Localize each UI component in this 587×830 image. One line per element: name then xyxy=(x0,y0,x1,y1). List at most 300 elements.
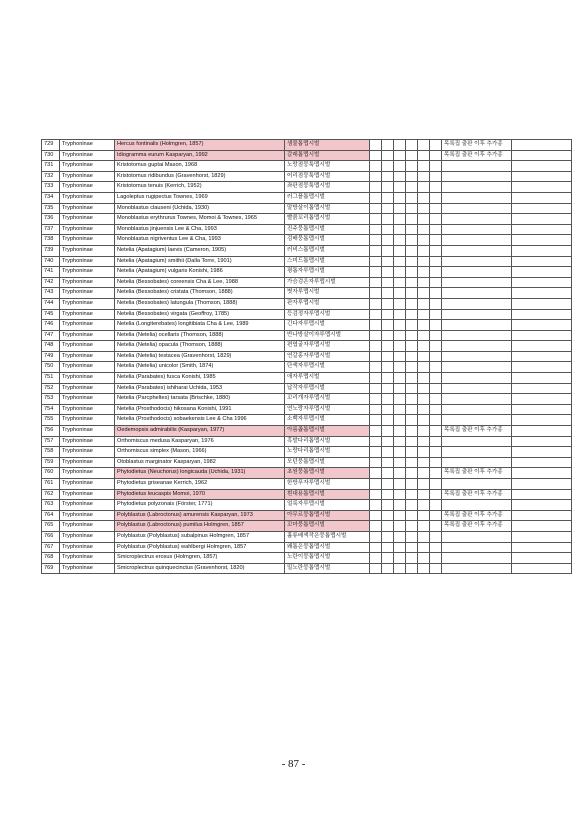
empty-cell xyxy=(406,298,418,309)
empty-cell xyxy=(512,267,572,278)
empty-cell xyxy=(370,288,382,299)
korean-name-cell: 진주뭉톱맵시벌 xyxy=(285,224,370,235)
table-row xyxy=(42,341,572,352)
row-number: 729 xyxy=(42,140,60,151)
row-number: 746 xyxy=(42,320,60,331)
empty-cell xyxy=(430,479,442,490)
empty-cell xyxy=(406,404,418,415)
species-name-cell: Orthomiscus medusa Kasparyan, 1976 xyxy=(115,436,285,447)
table-row xyxy=(42,224,572,235)
empty-cell xyxy=(394,182,406,193)
empty-cell xyxy=(382,426,394,437)
species-name-cell: Netelia (Bessobates) coreensis Cha & Lee, 1988 xyxy=(115,277,285,288)
empty-cell xyxy=(382,394,394,405)
korean-name-cell: 좌판점뭉툭맵시벌 xyxy=(285,182,370,193)
empty-cell xyxy=(512,479,572,490)
empty-cell xyxy=(406,330,418,341)
table-row xyxy=(42,383,572,394)
empty-cell xyxy=(512,447,572,458)
empty-cell xyxy=(394,373,406,384)
empty-cell xyxy=(430,277,442,288)
note-cell xyxy=(442,436,512,447)
empty-cell xyxy=(382,309,394,320)
empty-cell xyxy=(418,531,430,542)
species-name-cell: Netelia (Prosthodocis) hikosana Konishi, 1991 xyxy=(115,404,285,415)
row-number: 754 xyxy=(42,404,60,415)
species-name-cell: Phytodietus leucaspis Momoi, 1970 xyxy=(115,489,285,500)
empty-cell xyxy=(394,171,406,182)
korean-name-cell: 흑발다리톱맵시벌 xyxy=(285,436,370,447)
species-name-cell: Smicroplectrus erosus (Holmgren, 1857) xyxy=(115,553,285,564)
empty-cell xyxy=(370,330,382,341)
empty-cell xyxy=(370,553,382,564)
empty-cell xyxy=(394,224,406,235)
empty-cell xyxy=(382,468,394,479)
empty-cell xyxy=(418,277,430,288)
empty-cell xyxy=(512,150,572,161)
empty-cell xyxy=(418,351,430,362)
species-name-cell: Kristotomus guptai Mason, 1968 xyxy=(115,161,285,172)
note-cell xyxy=(442,362,512,373)
empty-cell xyxy=(418,214,430,225)
subfamily-cell: Tryphoninae xyxy=(60,235,115,246)
table-row xyxy=(42,298,572,309)
row-number: 748 xyxy=(42,341,60,352)
empty-cell xyxy=(418,309,430,320)
empty-cell xyxy=(430,267,442,278)
empty-cell xyxy=(370,489,382,500)
empty-cell xyxy=(406,479,418,490)
subfamily-cell: Tryphoninae xyxy=(60,457,115,468)
species-name-cell: Phytodietus polyzonais (Förster, 1771) xyxy=(115,500,285,511)
empty-cell xyxy=(394,553,406,564)
row-number: 743 xyxy=(42,288,60,299)
empty-cell xyxy=(382,510,394,521)
empty-cell xyxy=(418,479,430,490)
species-name-cell: Monoblastus erythrurus Townes, Momoi & Townes, 1965 xyxy=(115,214,285,225)
empty-cell xyxy=(512,288,572,299)
empty-cell xyxy=(418,330,430,341)
empty-cell xyxy=(430,436,442,447)
empty-cell xyxy=(430,394,442,405)
empty-cell xyxy=(418,245,430,256)
empty-cell xyxy=(394,320,406,331)
empty-cell xyxy=(406,267,418,278)
korean-name-cell: 노란이뭉톱맵시벌 xyxy=(285,553,370,564)
row-number: 759 xyxy=(42,457,60,468)
empty-cell xyxy=(382,182,394,193)
empty-cell xyxy=(382,235,394,246)
empty-cell xyxy=(406,182,418,193)
species-name-cell: Netelia (Netelia) opacula (Thomson, 1888) xyxy=(115,341,285,352)
empty-cell xyxy=(382,288,394,299)
note-cell: 목록집 출판 이후 추가종 xyxy=(442,426,512,437)
empty-cell xyxy=(418,394,430,405)
table-row xyxy=(42,531,572,542)
subfamily-cell: Tryphoninae xyxy=(60,171,115,182)
empty-cell xyxy=(418,298,430,309)
subfamily-cell: Tryphoninae xyxy=(60,140,115,151)
empty-cell xyxy=(430,140,442,151)
empty-cell xyxy=(418,553,430,564)
empty-cell xyxy=(418,468,430,479)
table-row xyxy=(42,330,572,341)
note-cell: 목록집 출판 이후 추가종 xyxy=(442,521,512,532)
row-number: 739 xyxy=(42,245,60,256)
empty-cell xyxy=(512,553,572,564)
species-name-cell: Netelia (Netelia) testacea (Gravenhorst, 1829) xyxy=(115,351,285,362)
table-row xyxy=(42,479,572,490)
table-row xyxy=(42,161,572,172)
empty-cell xyxy=(394,531,406,542)
empty-cell xyxy=(406,140,418,151)
empty-cell xyxy=(382,553,394,564)
empty-cell xyxy=(430,510,442,521)
species-name-cell: Netelia (Bessobates) cristata (Thomson, 1888) xyxy=(115,288,285,299)
subfamily-cell: Tryphoninae xyxy=(60,404,115,415)
empty-cell xyxy=(406,171,418,182)
species-table xyxy=(41,139,572,574)
note-cell: 목록집 출판 이후 추가종 xyxy=(442,489,512,500)
empty-cell xyxy=(512,351,572,362)
empty-cell xyxy=(370,500,382,511)
empty-cell xyxy=(394,256,406,267)
empty-cell xyxy=(406,320,418,331)
empty-cell xyxy=(418,224,430,235)
subfamily-cell: Tryphoninae xyxy=(60,320,115,331)
empty-cell xyxy=(430,489,442,500)
empty-cell xyxy=(430,171,442,182)
note-cell xyxy=(442,245,512,256)
note-cell xyxy=(442,320,512,331)
subfamily-cell: Tryphoninae xyxy=(60,192,115,203)
row-number: 732 xyxy=(42,171,60,182)
korean-name-cell: 노랑점뭉툭맵시벌 xyxy=(285,161,370,172)
empty-cell xyxy=(394,479,406,490)
empty-cell xyxy=(406,542,418,553)
korean-name-cell: 샘물톱맵시벌 xyxy=(285,140,370,151)
empty-cell xyxy=(370,404,382,415)
empty-cell xyxy=(430,521,442,532)
empty-cell xyxy=(382,298,394,309)
table-row xyxy=(42,436,572,447)
table-row xyxy=(42,510,572,521)
row-number: 735 xyxy=(42,203,60,214)
note-cell xyxy=(442,531,512,542)
empty-cell xyxy=(418,542,430,553)
empty-cell xyxy=(512,373,572,384)
empty-cell xyxy=(370,426,382,437)
empty-cell xyxy=(394,203,406,214)
subfamily-cell: Tryphoninae xyxy=(60,341,115,352)
korean-name-cell: 편엽굴자루맵시벌 xyxy=(285,341,370,352)
subfamily-cell: Tryphoninae xyxy=(60,510,115,521)
empty-cell xyxy=(382,479,394,490)
table-row xyxy=(42,309,572,320)
empty-cell xyxy=(430,553,442,564)
empty-cell xyxy=(370,362,382,373)
empty-cell xyxy=(394,277,406,288)
subfamily-cell: Tryphoninae xyxy=(60,298,115,309)
row-number: 731 xyxy=(42,161,60,172)
empty-cell xyxy=(406,468,418,479)
korean-name-cell: 갈래톱맵시벌 xyxy=(285,150,370,161)
subfamily-cell: Tryphoninae xyxy=(60,309,115,320)
empty-cell xyxy=(370,320,382,331)
row-number: 766 xyxy=(42,531,60,542)
row-number: 768 xyxy=(42,553,60,564)
empty-cell xyxy=(512,192,572,203)
subfamily-cell: Tryphoninae xyxy=(60,553,115,564)
empty-cell xyxy=(370,479,382,490)
row-number: 744 xyxy=(42,298,60,309)
row-number: 745 xyxy=(42,309,60,320)
table-row xyxy=(42,235,572,246)
empty-cell xyxy=(370,203,382,214)
empty-cell xyxy=(394,436,406,447)
species-name-cell: Oedemopsis admirabilis (Kasparyan, 1977) xyxy=(115,426,285,437)
note-cell xyxy=(442,214,512,225)
table-row xyxy=(42,256,572,267)
empty-cell xyxy=(370,298,382,309)
empty-cell xyxy=(430,235,442,246)
empty-cell xyxy=(430,330,442,341)
row-number: 755 xyxy=(42,415,60,426)
empty-cell xyxy=(418,171,430,182)
empty-cell xyxy=(418,267,430,278)
korean-name-cell: 말방살이톱맵시벌 xyxy=(285,203,370,214)
empty-cell xyxy=(382,383,394,394)
korean-name-cell: 아름좁톱맵시벌 xyxy=(285,426,370,437)
table-row xyxy=(42,489,572,500)
empty-cell xyxy=(512,542,572,553)
note-cell xyxy=(442,203,512,214)
table-row xyxy=(42,563,572,574)
empty-cell xyxy=(418,500,430,511)
empty-cell xyxy=(394,447,406,458)
korean-name-cell: 평톱자루맵시벌 xyxy=(285,267,370,278)
note-cell xyxy=(442,447,512,458)
note-cell xyxy=(442,256,512,267)
species-name-cell: Netelia (Parabates) fusca Konishi, 1985 xyxy=(115,373,285,384)
empty-cell xyxy=(430,457,442,468)
empty-cell xyxy=(394,500,406,511)
empty-cell xyxy=(406,277,418,288)
empty-cell xyxy=(430,362,442,373)
empty-cell xyxy=(382,330,394,341)
korean-name-cell: 가슴검은자루맵시벌 xyxy=(285,277,370,288)
empty-cell xyxy=(512,404,572,415)
table-row xyxy=(42,447,572,458)
table-row xyxy=(42,320,572,331)
subfamily-cell: Tryphoninae xyxy=(60,267,115,278)
subfamily-cell: Tryphoninae xyxy=(60,447,115,458)
note-cell xyxy=(442,224,512,235)
empty-cell xyxy=(382,436,394,447)
note-cell xyxy=(442,161,512,172)
empty-cell xyxy=(418,457,430,468)
empty-cell xyxy=(418,235,430,246)
empty-cell xyxy=(370,457,382,468)
subfamily-cell: Tryphoninae xyxy=(60,500,115,511)
row-number: 761 xyxy=(42,479,60,490)
empty-cell xyxy=(418,140,430,151)
empty-cell xyxy=(430,203,442,214)
note-cell xyxy=(442,192,512,203)
table-row xyxy=(42,542,572,553)
species-name-cell: Netelia (Parcpheltes) tarsata (Brischke, 1880) xyxy=(115,394,285,405)
species-name-cell: Netelia (Apatagium) smithii (Dalla Torre, 1901) xyxy=(115,256,285,267)
korean-name-cell: 흰대용톱맵시벌 xyxy=(285,489,370,500)
subfamily-cell: Tryphoninae xyxy=(60,224,115,235)
korean-name-cell: 어리점뭉툭맵시벌 xyxy=(285,171,370,182)
korean-name-cell: 아무르뭉톱맵시벌 xyxy=(285,510,370,521)
empty-cell xyxy=(406,394,418,405)
empty-cell xyxy=(394,330,406,341)
korean-name-cell: 흘류배색작은뭉톱맵시벌 xyxy=(285,531,370,542)
species-name-cell: Netelia (Bessobates) virgata (Geoffroy, 1785) xyxy=(115,309,285,320)
empty-cell xyxy=(394,150,406,161)
empty-cell xyxy=(430,563,442,574)
table-row xyxy=(42,394,572,405)
subfamily-cell: Tryphoninae xyxy=(60,531,115,542)
empty-cell xyxy=(406,288,418,299)
empty-cell xyxy=(430,542,442,553)
species-name-cell: Monoblastus jinjuensis Lee & Cha, 1993 xyxy=(115,224,285,235)
empty-cell xyxy=(430,245,442,256)
korean-name-cell: 얼룩자루맵시벌 xyxy=(285,500,370,511)
korean-name-cell: 납작자루맵시벌 xyxy=(285,383,370,394)
empty-cell xyxy=(430,383,442,394)
empty-cell xyxy=(418,404,430,415)
row-number: 734 xyxy=(42,192,60,203)
empty-cell xyxy=(430,182,442,193)
empty-cell xyxy=(370,245,382,256)
note-cell xyxy=(442,309,512,320)
note-cell xyxy=(442,341,512,352)
table-row xyxy=(42,404,572,415)
empty-cell xyxy=(394,267,406,278)
table-row xyxy=(42,267,572,278)
species-name-cell: Netelia (Apatagium) laevis (Cameron, 1905) xyxy=(115,245,285,256)
row-number: 747 xyxy=(42,330,60,341)
empty-cell xyxy=(418,447,430,458)
empty-cell xyxy=(382,320,394,331)
empty-cell xyxy=(382,192,394,203)
species-table-body xyxy=(42,140,572,574)
table-row xyxy=(42,426,572,437)
row-number: 765 xyxy=(42,521,60,532)
species-name-cell: Monoblastus clauseni (Uchida, 1930) xyxy=(115,203,285,214)
subfamily-cell: Tryphoninae xyxy=(60,373,115,384)
table-row xyxy=(42,203,572,214)
empty-cell xyxy=(370,563,382,574)
empty-cell xyxy=(418,373,430,384)
empty-cell xyxy=(406,563,418,574)
empty-cell xyxy=(512,362,572,373)
empty-cell xyxy=(394,542,406,553)
empty-cell xyxy=(512,426,572,437)
empty-cell xyxy=(418,320,430,331)
empty-cell xyxy=(418,203,430,214)
row-number: 764 xyxy=(42,510,60,521)
empty-cell xyxy=(394,457,406,468)
empty-cell xyxy=(430,309,442,320)
empty-cell xyxy=(418,192,430,203)
empty-cell xyxy=(418,415,430,426)
table-row xyxy=(42,245,572,256)
empty-cell xyxy=(418,489,430,500)
empty-cell xyxy=(370,341,382,352)
table-row xyxy=(42,288,572,299)
empty-cell xyxy=(406,150,418,161)
empty-cell xyxy=(418,362,430,373)
empty-cell xyxy=(370,510,382,521)
korean-name-cell: 한방푸자루맵시벌 xyxy=(285,479,370,490)
korean-name-cell: 러비스톱맵시벌 xyxy=(285,245,370,256)
empty-cell xyxy=(406,192,418,203)
empty-cell xyxy=(430,426,442,437)
empty-cell xyxy=(382,404,394,415)
empty-cell xyxy=(512,468,572,479)
empty-cell xyxy=(406,235,418,246)
note-cell xyxy=(442,542,512,553)
species-name-cell: Polyblastus (Polyblastus) subalpinus Holmgren, 1857 xyxy=(115,531,285,542)
empty-cell xyxy=(370,171,382,182)
empty-cell xyxy=(418,182,430,193)
korean-name-cell: 러그플톱맵시벌 xyxy=(285,192,370,203)
empty-cell xyxy=(512,214,572,225)
subfamily-cell: Tryphoninae xyxy=(60,330,115,341)
empty-cell xyxy=(418,161,430,172)
empty-cell xyxy=(370,182,382,193)
subfamily-cell: Tryphoninae xyxy=(60,288,115,299)
empty-cell xyxy=(382,256,394,267)
empty-cell xyxy=(418,256,430,267)
empty-cell xyxy=(406,426,418,437)
empty-cell xyxy=(406,457,418,468)
empty-cell xyxy=(430,404,442,415)
empty-cell xyxy=(394,510,406,521)
empty-cell xyxy=(406,489,418,500)
table-row xyxy=(42,351,572,362)
note-cell xyxy=(442,404,512,415)
korean-name-cell: 연갈홍자루맵시벌 xyxy=(285,351,370,362)
korean-name-cell: 단색자루맵시벌 xyxy=(285,362,370,373)
species-name-cell: Netelia (Apatagium) vulgaris Konishi, 1986 xyxy=(115,267,285,278)
table-row xyxy=(42,192,572,203)
empty-cell xyxy=(430,150,442,161)
subfamily-cell: Tryphoninae xyxy=(60,415,115,426)
empty-cell xyxy=(430,298,442,309)
subfamily-cell: Tryphoninae xyxy=(60,489,115,500)
empty-cell xyxy=(394,298,406,309)
empty-cell xyxy=(382,500,394,511)
row-number: 767 xyxy=(42,542,60,553)
row-number: 740 xyxy=(42,256,60,267)
row-number: 758 xyxy=(42,447,60,458)
empty-cell xyxy=(394,521,406,532)
species-name-cell: Netelia (Prosthodocis) sobaekensis Lee & Cha 1996 xyxy=(115,415,285,426)
empty-cell xyxy=(512,341,572,352)
note-cell xyxy=(442,500,512,511)
empty-cell xyxy=(382,563,394,574)
korean-name-cell: 긴다자루맵시벌 xyxy=(285,320,370,331)
empty-cell xyxy=(382,245,394,256)
korean-name-cell: 밀노란뭉톱맵시벌 xyxy=(285,563,370,574)
empty-cell xyxy=(430,192,442,203)
row-number: 730 xyxy=(42,150,60,161)
